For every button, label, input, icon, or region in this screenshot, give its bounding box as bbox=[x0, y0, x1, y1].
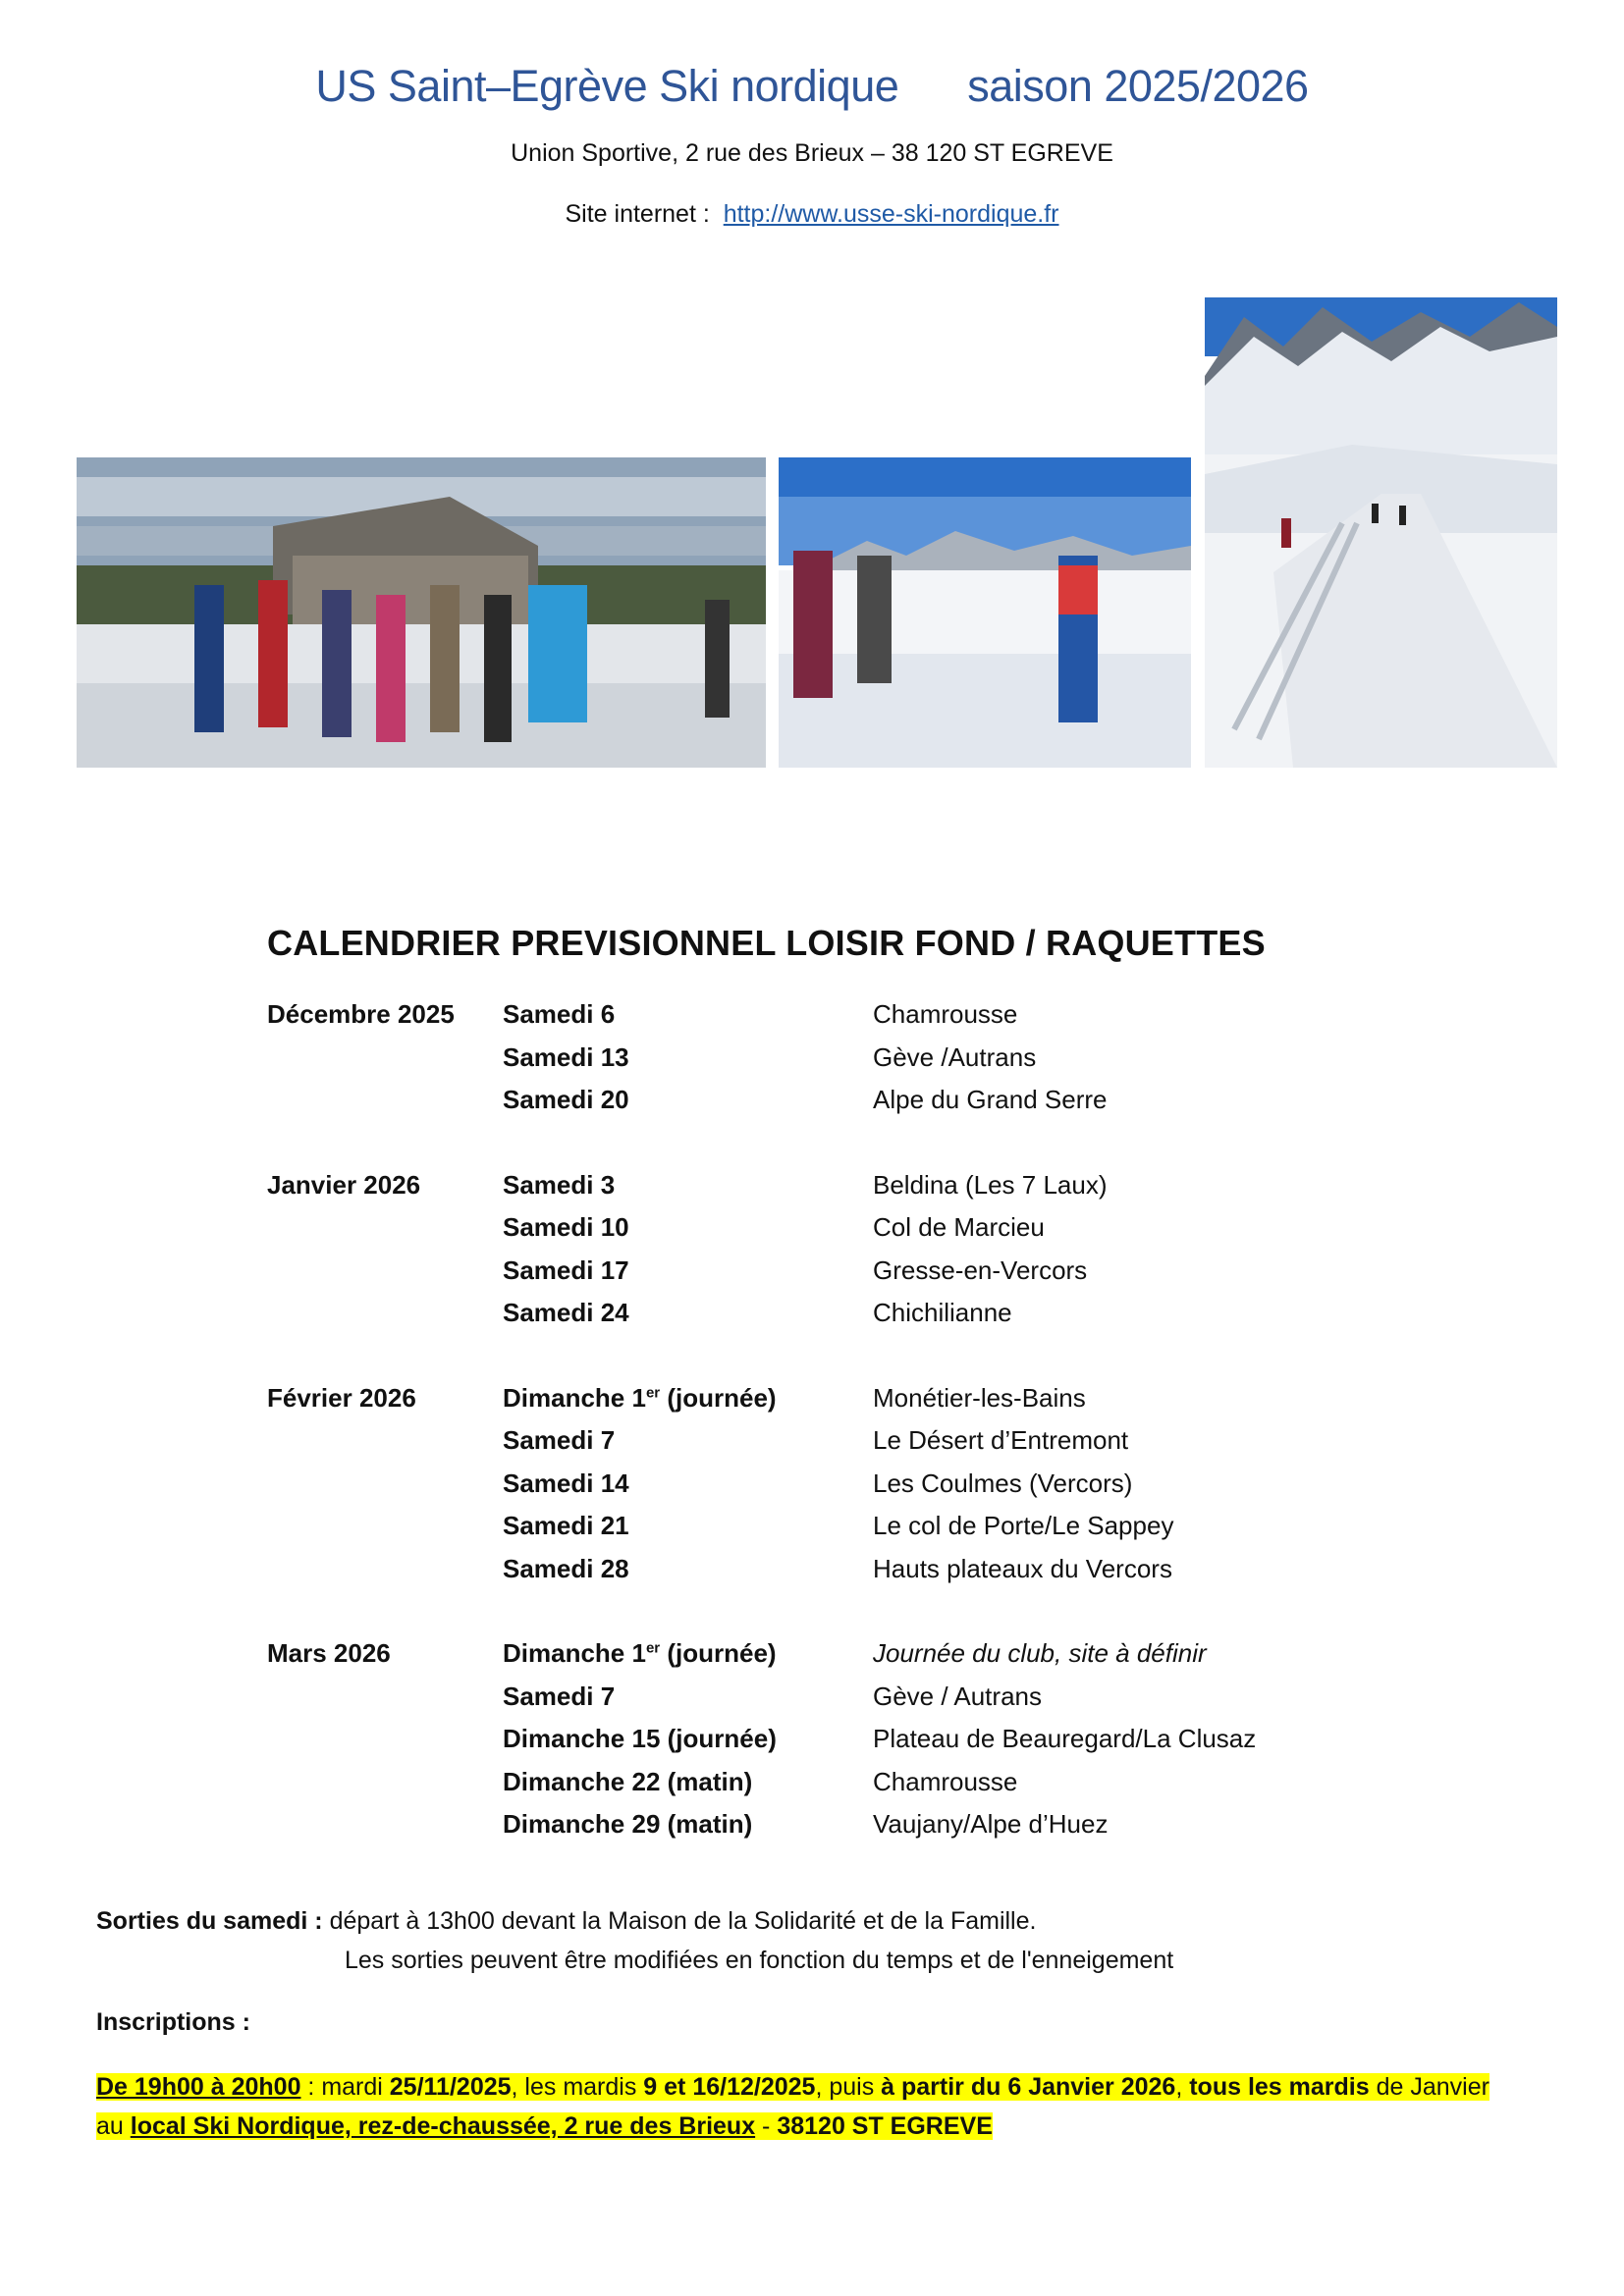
calendar-row bbox=[267, 1206, 1396, 1250]
event-place: Chamrousse bbox=[873, 999, 1018, 1030]
calendar-row bbox=[267, 1250, 1396, 1293]
month-label: Janvier 2026 bbox=[267, 1169, 421, 1200]
event-place: Monétier-les-Bains bbox=[873, 1382, 1086, 1413]
calendar-row bbox=[267, 1164, 1396, 1207]
event-place: Le Désert d’Entremont bbox=[873, 1425, 1129, 1456]
registration-date-1: 25/11/2025 bbox=[389, 2073, 512, 2101]
event-day: Samedi 21 bbox=[503, 1511, 629, 1541]
event-day: Samedi 7 bbox=[503, 1425, 616, 1456]
registration-city: 38120 ST EGREVE bbox=[777, 2112, 993, 2140]
calendar-row bbox=[267, 1505, 1396, 1548]
month-label: Décembre 2025 bbox=[267, 999, 455, 1030]
calendar-row bbox=[267, 1463, 1396, 1506]
event-day: Samedi 28 bbox=[503, 1553, 629, 1583]
registration-text-6: - bbox=[755, 2112, 778, 2140]
month-block bbox=[267, 993, 1396, 1122]
event-place: Vaujany/Alpe d’Huez bbox=[873, 1809, 1109, 1840]
registration-time: De 19h00 à 20h00 bbox=[96, 2073, 301, 2101]
event-day: Samedi 3 bbox=[503, 1169, 616, 1200]
website-label: Site internet : bbox=[565, 200, 710, 228]
registration-dates-2: 9 et 16/12/2025 bbox=[643, 2073, 816, 2101]
month-label: Février 2026 bbox=[267, 1382, 416, 1413]
calendar-row bbox=[267, 1419, 1396, 1463]
page-title bbox=[0, 61, 1624, 112]
event-day: Dimanche 15 (journée) bbox=[503, 1724, 777, 1754]
saturday-outings-note: Les sorties peuvent être modifiées en fonction du temps et de l'enneigement bbox=[345, 1947, 1174, 1974]
registration-label bbox=[96, 2008, 250, 2037]
calendar-row bbox=[267, 1676, 1396, 1719]
registration-heading: Inscriptions : bbox=[96, 2008, 250, 2036]
event-place: Chichilianne bbox=[873, 1298, 1012, 1328]
registration-every: tous les mardis bbox=[1189, 2073, 1370, 2101]
month-block bbox=[267, 1377, 1396, 1591]
calendar-row bbox=[267, 1718, 1396, 1761]
event-day: Samedi 13 bbox=[503, 1041, 629, 1072]
event-place: Chamrousse bbox=[873, 1766, 1018, 1796]
event-day: Samedi 20 bbox=[503, 1085, 629, 1115]
club-address: Union Sportive, 2 rue des Brieux – 38 120 ST EGREVE bbox=[511, 139, 1113, 167]
event-day: Samedi 14 bbox=[503, 1468, 629, 1498]
group-photo bbox=[77, 457, 766, 768]
registration-text-1: : mardi bbox=[300, 2073, 390, 2101]
calendar-row bbox=[267, 1079, 1396, 1122]
event-day: Samedi 7 bbox=[503, 1681, 616, 1711]
month-label: Mars 2026 bbox=[267, 1638, 391, 1669]
event-place: Beldina (Les 7 Laux) bbox=[873, 1169, 1108, 1200]
registration-text-5: de Janvier au bbox=[96, 2073, 1489, 2140]
calendar-table bbox=[267, 993, 1396, 1889]
calendar-row bbox=[267, 1292, 1396, 1335]
event-day: Samedi 10 bbox=[503, 1212, 629, 1243]
registration-place: local Ski Nordique, rez-de-chaussée, 2 rue des Brieux bbox=[130, 2112, 756, 2140]
calendar-row bbox=[267, 1803, 1396, 1846]
website-line bbox=[0, 200, 1624, 229]
skiers-photo bbox=[779, 457, 1191, 768]
saturday-outings-text: départ à 13h00 devant la Maison de la Solidarité et de la Famille. bbox=[322, 1907, 1037, 1935]
calendar-row bbox=[267, 1548, 1396, 1591]
event-place: Plateau de Beauregard/La Clusaz bbox=[873, 1724, 1257, 1754]
event-place: Les Coulmes (Vercors) bbox=[873, 1468, 1133, 1498]
event-place: Le col de Porte/Le Sappey bbox=[873, 1511, 1174, 1541]
calendar-row bbox=[267, 1037, 1396, 1080]
month-block bbox=[267, 1164, 1396, 1335]
registration-from: à partir du 6 Janvier 2026 bbox=[881, 2073, 1176, 2101]
event-place: Gève / Autrans bbox=[873, 1681, 1042, 1711]
event-place: Alpe du Grand Serre bbox=[873, 1085, 1108, 1115]
event-day: Dimanche 29 (matin) bbox=[503, 1809, 753, 1840]
event-day: Dimanche 1er (journée) bbox=[503, 1382, 777, 1413]
event-place: Hauts plateaux du Vercors bbox=[873, 1553, 1172, 1583]
registration-details bbox=[96, 2067, 1490, 2146]
event-place: Col de Marcieu bbox=[873, 1212, 1045, 1243]
club-name: US Saint–Egrève Ski nordique bbox=[315, 61, 899, 111]
calendar-row bbox=[267, 1761, 1396, 1804]
event-day: Dimanche 1er (journée) bbox=[503, 1638, 777, 1669]
saturday-outings-label: Sorties du samedi : bbox=[96, 1907, 323, 1935]
calendar-row bbox=[267, 993, 1396, 1037]
season-label: saison 2025/2026 bbox=[967, 61, 1309, 111]
month-block bbox=[267, 1632, 1396, 1846]
registration-text-2: , les mardis bbox=[511, 2073, 644, 2101]
mountain-trail-photo bbox=[1205, 297, 1557, 768]
calendar-row bbox=[267, 1377, 1396, 1420]
event-day: Samedi 17 bbox=[503, 1255, 629, 1285]
event-place: Gève /Autrans bbox=[873, 1041, 1037, 1072]
website-link[interactable]: http://www.usse-ski-nordique.fr bbox=[723, 200, 1059, 228]
event-day: Samedi 24 bbox=[503, 1298, 629, 1328]
registration-text-4: , bbox=[1175, 2073, 1190, 2101]
event-day: Dimanche 22 (matin) bbox=[503, 1766, 753, 1796]
calendar-row bbox=[267, 1632, 1396, 1676]
event-place: Gresse-en-Vercors bbox=[873, 1255, 1088, 1285]
saturday-outings bbox=[96, 1907, 1036, 1936]
event-day: Samedi 6 bbox=[503, 999, 616, 1030]
registration-text-3: , puis bbox=[815, 2073, 882, 2101]
calendar-title: CALENDRIER PREVISIONNEL LOISIR FOND / RAQUETTES bbox=[267, 923, 1266, 963]
event-place: Journée du club, site à définir bbox=[873, 1638, 1207, 1669]
